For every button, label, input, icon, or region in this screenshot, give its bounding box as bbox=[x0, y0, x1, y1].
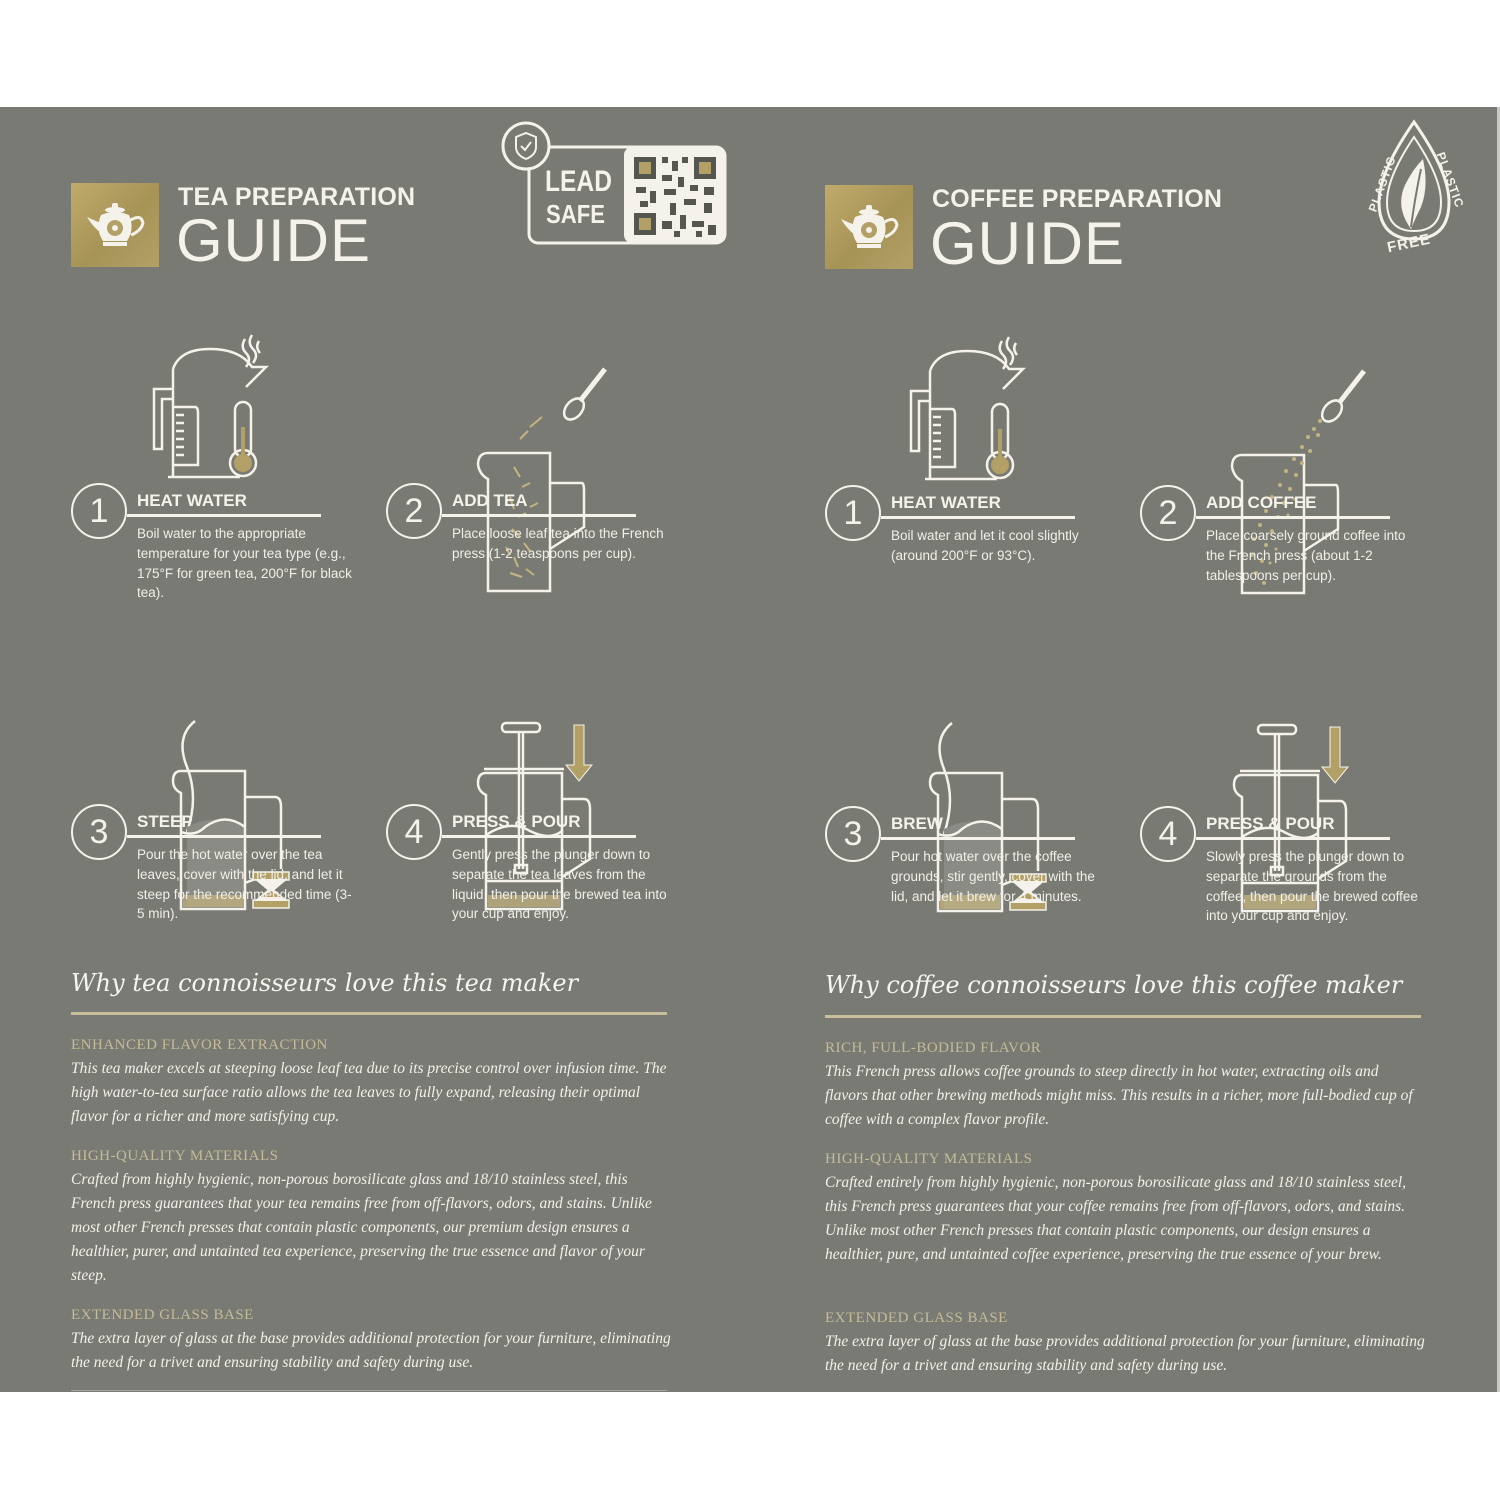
step-description: Place loose leaf tea into the French press (1-2 teaspoons per cup). bbox=[452, 526, 664, 561]
plastic-text-left: PLASTIC bbox=[1365, 154, 1399, 214]
step-divider bbox=[127, 514, 321, 517]
feature-body: This tea maker excels at steeping loose leaf tea due to its precise control over infusion time. The high water-to-tea surface ratio allows the tea leaves to fully expand, releasing their optimal flavor for a richer and more satisfying cup. bbox=[71, 1060, 667, 1125]
feature-body: The extra layer of glass at the base provides additional protection for your furniture, eliminating the need for a trivet and ensuring stability and safety during use. bbox=[71, 1330, 671, 1371]
tea-logo bbox=[71, 183, 159, 267]
feature-heading: EXTENDED GLASS BASE bbox=[825, 1310, 1008, 1326]
step-number: 3 bbox=[71, 804, 127, 860]
step-description: Slowly press the plunger down to separate the grounds from the coffee, then pour the brewed coffee into your cup and enjoy. bbox=[1206, 849, 1418, 924]
step-divider bbox=[442, 514, 636, 517]
feature-heading: EXTENDED GLASS BASE bbox=[71, 1307, 254, 1323]
plastic-text-right: PLASTIC bbox=[1433, 150, 1467, 210]
guide-panel bbox=[0, 107, 1497, 1392]
step-number: 4 bbox=[386, 804, 442, 860]
step-divider bbox=[1196, 516, 1390, 519]
feature-heading: HIGH-QUALITY MATERIALS bbox=[71, 1148, 279, 1164]
feature-body: The extra layer of glass at the base provides additional protection for your furniture, eliminating the need for a trivet and ensuring stability and safety during use. bbox=[825, 1333, 1425, 1374]
step-number: 1 bbox=[825, 485, 881, 541]
kettle-thermometer-icon bbox=[140, 327, 290, 487]
step-divider bbox=[881, 516, 1075, 519]
step-title: STEEP bbox=[137, 812, 193, 831]
feature-body: Crafted from highly hygienic, non-porous borosilicate glass and 18/10 stainless steel, this French press guarantees that your tea remains free from off-flavors, odors, and stains. Unlike most other French presses that contain plastic components, our premium design ensures a healthier, purer, and untainted tea experience, preserving the true essence and flavor of your steep. bbox=[71, 1171, 652, 1284]
step-description: Pour hot water over the coffee grounds, stir gently, cover with the lid, and let it brew for 4 minutes. bbox=[891, 849, 1095, 904]
teapot-icon bbox=[825, 185, 913, 269]
tea-bottom-divider bbox=[71, 1390, 667, 1391]
step-number: 4 bbox=[1140, 806, 1196, 862]
kettle-thermometer-icon bbox=[897, 329, 1047, 489]
step-divider bbox=[881, 837, 1075, 840]
plastic-free-badge bbox=[1349, 117, 1479, 257]
feature-body: This French press allows coffee grounds to steep directly in hot water, extracting oils and flavors that other brewing methods might miss. This results in a richer, more full-bodied cup of coffee with a complex flavor profile. bbox=[825, 1063, 1413, 1128]
step-number: 2 bbox=[386, 483, 442, 539]
coffee-why-divider bbox=[825, 1015, 1421, 1018]
step-divider bbox=[442, 835, 636, 838]
coffee-logo bbox=[825, 185, 913, 269]
feature-heading: ENHANCED FLAVOR EXTRACTION bbox=[71, 1037, 328, 1053]
coffee-guide bbox=[754, 107, 1500, 1392]
step-number: 3 bbox=[825, 806, 881, 862]
step-title: BREW bbox=[891, 814, 943, 833]
step-title: PRESS & POUR bbox=[452, 812, 581, 831]
coffee-title-small: COFFEE PREPARATION bbox=[932, 185, 1223, 213]
step-description: Boil water and let it cool slightly (around 200°F or 93°C). bbox=[891, 528, 1079, 563]
step-description: Pour the hot water over the tea leaves, cover with the lid, and let it steep for the recommended time (3-5 min). bbox=[137, 847, 352, 922]
step-title: ADD COFFEE bbox=[1206, 493, 1317, 512]
step-title: PRESS & POUR bbox=[1206, 814, 1335, 833]
safe-text: SAFE bbox=[546, 199, 605, 229]
step-divider bbox=[127, 835, 321, 838]
free-text: FREE bbox=[1385, 230, 1433, 257]
coffee-why-title: Why coffee connoisseurs love this coffee maker bbox=[825, 971, 1403, 999]
step-title: HEAT WATER bbox=[137, 491, 247, 510]
coffee-title-big: GUIDE bbox=[930, 210, 1126, 277]
step-description: Place coarsely ground coffee into the French press (about 1-2 tablespoons per cup). bbox=[1206, 528, 1406, 583]
step-title: HEAT WATER bbox=[891, 493, 1001, 512]
tea-why-title: Why tea connoisseurs love this tea maker bbox=[71, 969, 579, 997]
tea-why-divider bbox=[71, 1012, 667, 1015]
feature-body: Crafted entirely from highly hygienic, non-porous borosilicate glass and 18/10 stainless steel, this French press guarantees that your coffee remains free from off-flavors, odors, and stains. Unlike most other French presses that contain plastic components, our design ensures a healthier, pure, and untainted coffee experience, preserving the true essence of your brew. bbox=[825, 1174, 1407, 1263]
qr-code-icon bbox=[500, 121, 730, 247]
step-number: 1 bbox=[71, 483, 127, 539]
lead-text: LEAD bbox=[545, 165, 612, 198]
teapot-icon bbox=[71, 183, 159, 267]
step-description: Gently press the plunger down to separate the tea leaves from the liquid, then pour the brewed tea into your cup and enjoy. bbox=[452, 847, 667, 922]
step-number: 2 bbox=[1140, 485, 1196, 541]
step-description: Boil water to the appropriate temperature for your tea type (e.g., 175°F for green tea, 200°F for black tea). bbox=[137, 526, 352, 601]
tea-title-big: GUIDE bbox=[176, 207, 372, 274]
feature-heading: HIGH-QUALITY MATERIALS bbox=[825, 1151, 1033, 1167]
tea-title-small: TEA PREPARATION bbox=[178, 183, 416, 211]
step-title: ADD TEA bbox=[452, 491, 528, 510]
lead-safe-badge bbox=[500, 121, 730, 247]
feature-heading: RICH, FULL-BODIED FLAVOR bbox=[825, 1040, 1042, 1056]
step-divider bbox=[1196, 837, 1390, 840]
tea-guide bbox=[0, 107, 748, 1392]
